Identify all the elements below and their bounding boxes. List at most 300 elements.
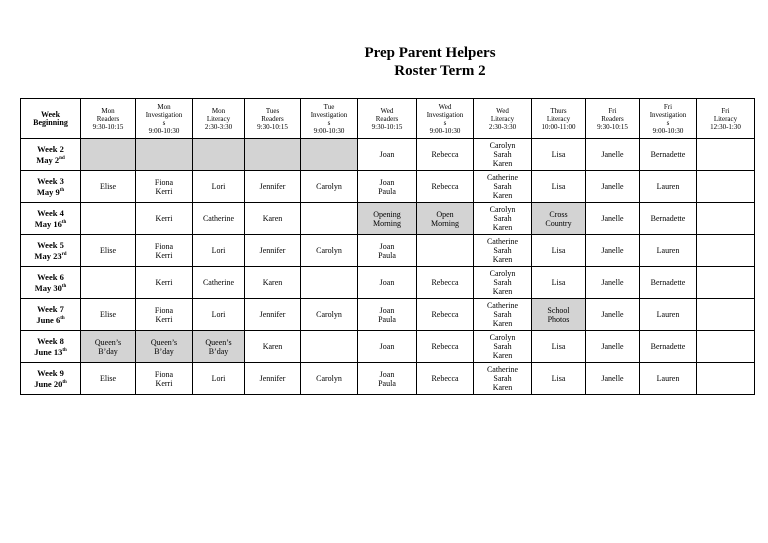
roster-cell <box>81 363 136 395</box>
column-header-line: 9:00-10:30 <box>429 126 461 135</box>
helper-name: Lori <box>211 246 226 255</box>
column-header-line: Readers <box>261 114 284 123</box>
date-suffix: rd <box>61 251 67 257</box>
roster-cell <box>136 363 193 395</box>
helper-name: Joan <box>379 150 395 159</box>
roster-cell <box>532 235 586 267</box>
week-cell <box>21 299 81 331</box>
roster-cell <box>532 267 586 299</box>
roster-cell <box>417 139 474 171</box>
column-header <box>358 99 417 139</box>
roster-cell <box>136 331 193 363</box>
column-header-line: Literacy <box>490 114 515 123</box>
column-header-line: 9:30-10:15 <box>597 122 628 131</box>
helper-name: Lauren <box>656 182 680 191</box>
roster-cell <box>417 267 474 299</box>
helper-name: Karen <box>492 223 513 232</box>
helper-name: Catherine <box>486 173 519 182</box>
date-suffix: th <box>60 315 65 321</box>
helper-name: Sarah <box>493 214 512 223</box>
column-header-line: s <box>162 118 166 127</box>
document-title: Prep Parent Helpers <box>364 45 496 61</box>
roster-cell <box>301 203 358 235</box>
roster-cell <box>193 299 245 331</box>
roster-cell <box>474 267 532 299</box>
week-label: Week 8 <box>37 335 64 346</box>
column-header-line: Investigation <box>649 110 687 119</box>
roster-cell <box>417 331 474 363</box>
roster-cell <box>532 139 586 171</box>
helper-name: Fiona <box>154 305 174 315</box>
helper-name: Carolyn <box>489 205 516 214</box>
roster-cell <box>245 235 301 267</box>
date-suffix: th <box>62 379 67 385</box>
column-header-line: Beginning <box>33 117 68 127</box>
helper-name: Jennifer <box>259 310 286 319</box>
helper-name: Bernadette <box>650 342 686 351</box>
week-label: Week 6 <box>37 271 64 282</box>
helper-name: Sarah <box>493 374 512 383</box>
helper-name: Carolyn <box>316 310 342 319</box>
helper-name: Lauren <box>656 310 680 319</box>
roster-cell <box>81 171 136 203</box>
column-header-line: 9:30-10:15 <box>92 122 124 131</box>
week-date-line <box>21 379 80 390</box>
helper-name: Elise <box>100 182 116 191</box>
week-date: May 9 <box>36 186 60 197</box>
helper-name: B’day <box>154 346 174 356</box>
helper-name: Rebecca <box>431 342 459 351</box>
helper-name: Karen <box>492 383 513 392</box>
week-date-line <box>21 283 80 294</box>
column-header-line: Wed <box>496 106 509 115</box>
column-header <box>136 99 193 139</box>
date-suffix: th <box>62 347 67 353</box>
helper-name: Paula <box>378 314 396 324</box>
helper-name: Jennifer <box>259 182 286 191</box>
roster-cell <box>301 235 358 267</box>
week-label: Week 9 <box>37 367 64 378</box>
column-header-line: 2:30-3:30 <box>488 122 517 131</box>
column-header-line: Wed <box>380 106 394 115</box>
helper-name: Catherine <box>486 301 519 310</box>
roster-cell <box>358 139 417 171</box>
column-header-line: Fri <box>608 106 617 115</box>
helper-name: Janelle <box>601 214 624 223</box>
helper-name: Fiona <box>154 369 174 379</box>
helper-name: Lisa <box>551 150 566 159</box>
roster-cell <box>474 203 532 235</box>
roster-cell <box>586 171 640 203</box>
helper-name: Rebecca <box>431 374 459 383</box>
week-date: June 20 <box>34 378 63 389</box>
week-label: Week 5 <box>37 239 64 250</box>
helper-name: Open <box>436 209 454 219</box>
helper-name: Joan <box>379 369 395 379</box>
helper-name: Fiona <box>154 241 174 251</box>
week-date: May 30 <box>34 282 62 293</box>
column-header-line: Investigation <box>426 110 464 119</box>
column-header-line: 10:00-11:00 <box>541 122 576 131</box>
roster-cell <box>417 235 474 267</box>
column-header-week <box>21 99 81 139</box>
table-row <box>21 139 755 171</box>
roster-cell <box>586 139 640 171</box>
week-label: Week 4 <box>37 207 64 218</box>
roster-cell <box>358 171 417 203</box>
week-date-line <box>21 219 80 230</box>
column-header-line: Thurs <box>550 106 567 115</box>
helper-name: Carolyn <box>316 182 342 191</box>
helper-name: Sarah <box>493 342 512 351</box>
helper-name: Janelle <box>601 374 624 383</box>
helper-name: Rebecca <box>431 150 459 159</box>
helper-name: Lori <box>211 310 226 319</box>
column-header <box>301 99 358 139</box>
helper-name: Lauren <box>656 246 680 255</box>
column-header-line: Literacy <box>546 114 571 123</box>
roster-cell <box>245 363 301 395</box>
helper-name: Carolyn <box>316 246 342 255</box>
helper-name: Janelle <box>601 246 624 255</box>
helper-name: Paula <box>378 378 396 388</box>
roster-cell <box>301 363 358 395</box>
roster-cell <box>358 363 417 395</box>
roster-cell <box>586 203 640 235</box>
week-date: May 16 <box>34 218 62 229</box>
roster-cell <box>640 331 697 363</box>
helper-name: Joan <box>379 305 395 315</box>
week-label: Week 2 <box>37 143 64 154</box>
roster-cell <box>245 299 301 331</box>
helper-name: Queen’s <box>150 337 178 347</box>
date-suffix: th <box>61 283 67 289</box>
roster-cell <box>358 267 417 299</box>
roster-cell <box>640 299 697 331</box>
week-label: Week 7 <box>37 303 64 314</box>
roster-cell <box>193 203 245 235</box>
column-header <box>474 99 532 139</box>
week-date: May 2 <box>36 154 60 165</box>
helper-name: Morning <box>431 218 459 228</box>
column-header-line: Mon <box>157 102 171 111</box>
roster-cell <box>358 235 417 267</box>
helper-name: Elise <box>100 310 116 319</box>
roster-cell <box>81 331 136 363</box>
header-row <box>21 99 755 139</box>
roster-cell <box>81 139 136 171</box>
helper-name: Opening <box>373 209 401 219</box>
roster-cell <box>136 171 193 203</box>
roster-cell <box>532 171 586 203</box>
roster-cell <box>474 171 532 203</box>
date-suffix: nd <box>59 155 65 161</box>
roster-cell <box>474 363 532 395</box>
helper-name: Lisa <box>551 374 566 383</box>
column-header <box>245 99 301 139</box>
roster-cell <box>532 203 586 235</box>
helper-name: Janelle <box>601 278 624 287</box>
column-header-line: Investigation <box>310 110 348 119</box>
roster-cell <box>697 235 755 267</box>
table-row <box>21 235 755 267</box>
column-header-line: Fri <box>721 106 730 115</box>
helper-name: B’day <box>98 346 118 356</box>
helper-name: Lisa <box>551 246 566 255</box>
roster-cell <box>136 299 193 331</box>
helper-name: Morning <box>373 218 401 228</box>
helper-name: Rebecca <box>431 182 459 191</box>
helper-name: Lisa <box>551 342 566 351</box>
roster-cell <box>245 267 301 299</box>
helper-name: Kerri <box>155 314 173 324</box>
roster-cell <box>586 363 640 395</box>
helper-name: Sarah <box>493 182 512 191</box>
week-cell <box>21 139 81 171</box>
roster-cell <box>417 299 474 331</box>
helper-name: Country <box>545 218 572 228</box>
roster-body <box>21 139 755 395</box>
helper-name: Catherine <box>486 237 519 246</box>
column-header-line: s <box>666 118 670 127</box>
helper-name: Joan <box>379 342 395 351</box>
helper-name: Cross <box>549 209 568 219</box>
roster-cell <box>640 139 697 171</box>
roster-cell <box>697 331 755 363</box>
week-cell <box>21 267 81 299</box>
column-header-line: Mon <box>211 106 226 115</box>
helper-name: Kerri <box>155 214 173 223</box>
roster-cell <box>586 299 640 331</box>
roster-cell <box>301 171 358 203</box>
helper-name: Janelle <box>601 150 624 159</box>
roster-cell <box>245 331 301 363</box>
helper-name: Lori <box>211 374 226 383</box>
column-header-line: Fri <box>663 102 673 111</box>
column-header <box>193 99 245 139</box>
column-header-line: 9:30-10:15 <box>257 122 288 131</box>
helper-name: Carolyn <box>489 333 516 342</box>
helper-name: Lisa <box>551 278 566 287</box>
column-header <box>586 99 640 139</box>
column-header-line: 9:00-10:30 <box>652 126 684 135</box>
week-cell <box>21 203 81 235</box>
helper-name: Jennifer <box>259 374 286 383</box>
roster-cell <box>81 203 136 235</box>
helper-name: Bernadette <box>650 150 686 159</box>
roster-cell <box>245 139 301 171</box>
helper-name: Kerri <box>155 378 173 388</box>
column-header-line: Literacy <box>206 114 231 123</box>
helper-name: Bernadette <box>650 278 686 287</box>
roster-cell <box>586 267 640 299</box>
helper-name: Janelle <box>601 342 624 351</box>
week-date: May 23 <box>34 250 62 261</box>
roster-cell <box>301 299 358 331</box>
helper-name: Queen’s <box>205 337 232 347</box>
column-header-line: 2:30-3:30 <box>204 122 233 131</box>
roster-cell <box>301 331 358 363</box>
roster-cell <box>697 299 755 331</box>
helper-name: School <box>547 305 570 315</box>
helper-name: Sarah <box>493 246 512 255</box>
roster-cell <box>640 203 697 235</box>
roster-cell <box>193 171 245 203</box>
roster-cell <box>136 267 193 299</box>
helper-name: Rebecca <box>431 278 459 287</box>
helper-name: Karen <box>262 214 283 223</box>
helper-name: Karen <box>492 287 513 296</box>
helper-name: Karen <box>262 342 283 351</box>
column-header-line: 9:00-10:30 <box>313 126 345 135</box>
column-header-line: Literacy <box>713 114 738 123</box>
roster-table <box>20 98 755 395</box>
table-row <box>21 203 755 235</box>
helper-name: Kerri <box>155 250 173 260</box>
roster-cell <box>586 331 640 363</box>
column-header-line: Investigation <box>145 110 183 119</box>
week-date: June 6 <box>36 314 61 325</box>
roster-cell <box>245 203 301 235</box>
helper-name: Catherine <box>486 365 519 374</box>
helper-name: Lori <box>211 182 226 191</box>
week-date-line <box>21 155 80 166</box>
helper-name: Joan <box>379 278 395 287</box>
helper-name: Joan <box>379 177 395 187</box>
week-date: June 13 <box>34 346 63 357</box>
table-row <box>21 267 755 299</box>
roster-cell <box>136 203 193 235</box>
roster-cell <box>640 171 697 203</box>
roster-cell <box>474 235 532 267</box>
column-header-line: 9:30-10:15 <box>371 122 403 131</box>
column-header-line: 9:00-10:30 <box>148 126 180 135</box>
helper-name: Elise <box>100 374 116 383</box>
helper-name: Joan <box>379 241 395 251</box>
week-cell <box>21 331 81 363</box>
roster-cell <box>474 139 532 171</box>
date-suffix: th <box>61 219 67 225</box>
roster-cell <box>417 171 474 203</box>
helper-name: Karen <box>492 159 513 168</box>
helper-name: Jennifer <box>259 246 286 255</box>
week-date-line <box>21 251 80 262</box>
helper-name: Bernadette <box>650 214 686 223</box>
roster-cell <box>697 203 755 235</box>
table-row <box>21 363 755 395</box>
helper-name: Sarah <box>493 310 512 319</box>
week-date-line <box>21 187 80 198</box>
helper-name: Sarah <box>493 278 512 287</box>
column-header-line: Readers <box>601 114 624 123</box>
helper-name: Sarah <box>493 150 512 159</box>
roster-cell <box>193 235 245 267</box>
helper-name: Carolyn <box>489 269 516 278</box>
helper-name: Carolyn <box>316 374 342 383</box>
roster-cell <box>193 331 245 363</box>
roster-cell <box>532 331 586 363</box>
roster-cell <box>640 267 697 299</box>
helper-name: Paula <box>378 186 396 196</box>
helper-name: Catherine <box>202 278 235 287</box>
helper-name: Kerri <box>155 186 173 196</box>
week-cell <box>21 235 81 267</box>
column-header-line: s <box>443 118 447 127</box>
roster-cell <box>193 139 245 171</box>
date-suffix: th <box>59 187 65 193</box>
roster-cell <box>640 235 697 267</box>
column-header-line: Wed <box>438 102 452 111</box>
column-header <box>417 99 474 139</box>
week-date-line <box>21 315 80 326</box>
roster-cell <box>301 139 358 171</box>
table-row <box>21 171 755 203</box>
roster-cell <box>358 203 417 235</box>
helper-name: Fiona <box>154 177 174 187</box>
roster-cell <box>586 235 640 267</box>
column-header-line: Mon <box>101 106 115 115</box>
helper-name: Kerri <box>155 278 173 287</box>
roster-cell <box>193 363 245 395</box>
helper-name: Karen <box>262 278 283 287</box>
helper-name: Photos <box>547 314 570 324</box>
week-cell <box>21 171 81 203</box>
week-label: Week 3 <box>37 175 64 186</box>
helper-name: Karen <box>492 255 513 264</box>
helper-name: Catherine <box>202 214 235 223</box>
column-header-line: Tues <box>265 106 280 115</box>
week-cell <box>21 363 81 395</box>
table-row <box>21 331 755 363</box>
helper-name: Queen’s <box>94 337 122 347</box>
roster-cell <box>697 171 755 203</box>
column-header-line: Readers <box>96 114 120 123</box>
helper-name: Paula <box>378 250 396 260</box>
column-header-line: Readers <box>375 114 399 123</box>
roster-cell <box>417 363 474 395</box>
week-date-line <box>21 347 80 358</box>
roster-cell <box>81 267 136 299</box>
roster-cell <box>301 267 358 299</box>
roster-cell <box>474 331 532 363</box>
helper-name: Carolyn <box>489 141 516 150</box>
roster-cell <box>358 331 417 363</box>
column-header <box>640 99 697 139</box>
roster-cell <box>697 267 755 299</box>
roster-cell <box>193 267 245 299</box>
column-header-line: s <box>327 118 331 127</box>
helper-name: Lisa <box>551 182 566 191</box>
roster-cell <box>136 139 193 171</box>
column-header-line: 12:30-1:30 <box>710 122 741 131</box>
helper-name: Karen <box>492 351 513 360</box>
roster-cell <box>358 299 417 331</box>
helper-name: Elise <box>100 246 116 255</box>
roster-cell <box>417 203 474 235</box>
column-header <box>81 99 136 139</box>
roster-cell <box>640 363 697 395</box>
column-header <box>697 99 755 139</box>
helper-name: Lauren <box>656 374 680 383</box>
roster-cell <box>136 235 193 267</box>
roster-cell <box>245 171 301 203</box>
roster-cell <box>697 363 755 395</box>
table-row <box>21 299 755 331</box>
helper-name: Karen <box>492 319 513 328</box>
document-subtitle: Roster Term 2 <box>394 63 486 79</box>
roster-cell <box>81 235 136 267</box>
roster-cell <box>474 299 532 331</box>
